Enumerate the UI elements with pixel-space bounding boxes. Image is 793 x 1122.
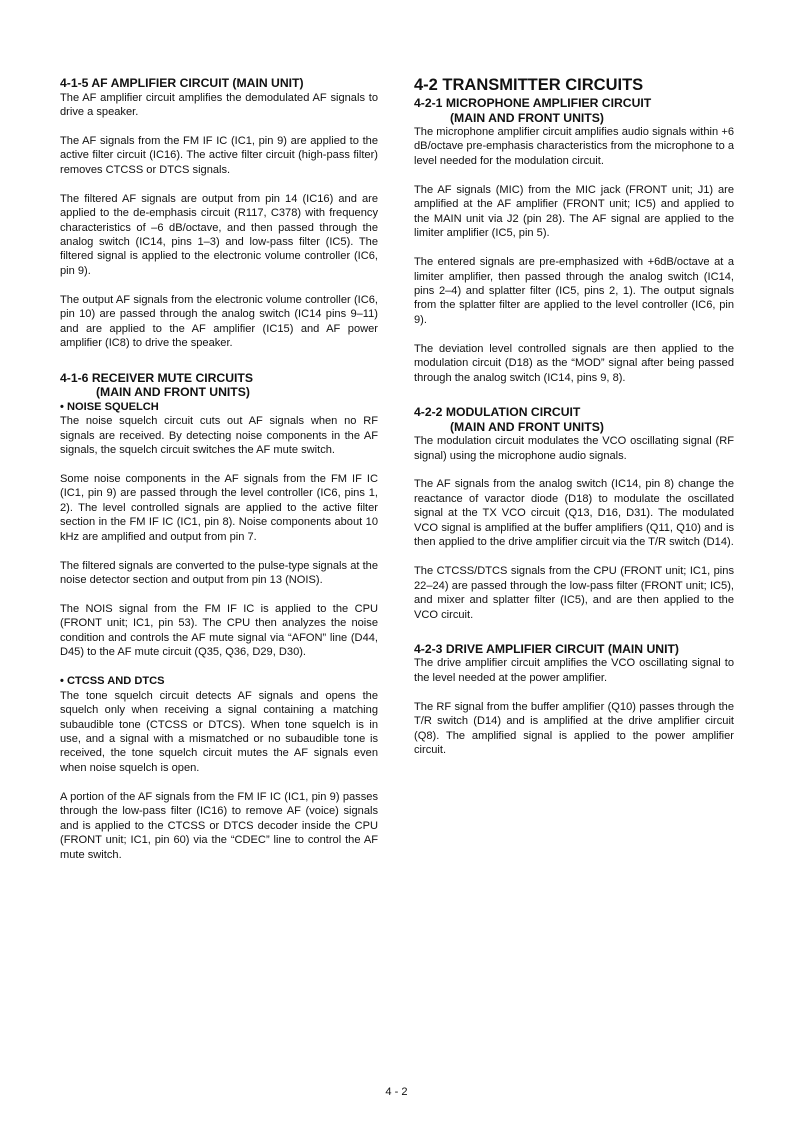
section-heading-main: 4-2-1 MICROPHONE AMPLIFIER CIRCUIT [414,96,652,110]
section-af-amplifier [60,76,378,351]
section-heading-sub: (MAIN AND FRONT UNITS) [96,385,250,400]
paragraph: The deviation level controlled signals are then applied to the modulation circuit (D18) as the “MOD” signal after being passed through the analog switch (IC14, pins 9, 8). [414,342,734,384]
subheading-ctcss-dtcs: • CTCSS AND DTCS [60,675,165,688]
section-heading-sub: (MAIN AND FRONT UNITS) [450,110,604,125]
paragraph: The microphone amplifier circuit amplifies audio signals within +6 dB/octave pre-emphasis characteristics from the microphone to a level needed for the modulation circuit. [414,126,735,167]
paragraph: The filtered AF signals are output from pin 14 (IC16) and are applied to the de-emphasis circuit (R117, C378) with frequency characteristics of –6 dB/octave, and then passed through the analog switch (IC14, pins 1–3) and low-pass filter (IC5). The filtered signal is applied to the electronic volume controller (IC6, pin 9). [60,192,378,277]
page-number: 4 - 2 [385,1086,408,1098]
paragraph: The AF signals from the analog switch (IC14, pin 8) change the reactance of varactor diode (D18) to modulate the oscillated signal at the TX VCO circuit (Q13, D16, D31). The modulated VCO signal is amplified at the buffer amplifiers (Q11, Q10) and is then applied to the drive amplifier circuit via the T/R switch (D14). [414,478,734,549]
paragraph: The output AF signals from the electronic volume controller (IC6, pin 10) are passed through the analog switch (IC14 pins 9–11) and are applied to the AF amplifier (IC15) and AF power amplifier (IC8) to drive the speaker. [60,293,378,350]
section-microphone-amplifier [414,96,734,385]
section-receiver-mute [60,371,378,862]
section-drive-amplifier [414,642,734,758]
subheading-noise-squelch: • NOISE SQUELCH [60,400,159,413]
paragraph: The AF signals (MIC) from the MIC jack (FRONT unit; J1) are amplified at the AF amplifier (FRONT unit; IC5) and applied to the MAIN unit via J2 (pin 28). The AF signal are applied to the limiter amplifier (IC5, pin 5). [414,183,734,240]
paragraph: The drive amplifier circuit amplifies the VCO oscillating signal to the level needed at the power amplifier. [414,657,734,684]
section-heading [414,96,734,125]
paragraph: The tone squelch circuit detects AF signals and opens the squelch only when receiving a signal containing a matching subaudible tone (CTCSS or DTCS). When tone squelch is in use, and a signal with a mismatched or no subaudible tone is received, the tone squelch circuit mutes the AF signals even when noise squelch is open. [60,689,378,774]
paragraph: A portion of the AF signals from the FM IF IC (IC1, pin 9) passes through the low-pass filter (IC16) to remove AF (voice) signals and is applied to the CTCSS or DTCS decoder inside the CPU (FRONT unit; IC1, pin 60) via the “CDEC” line to control the AF mute switch. [60,790,378,861]
section-heading-main: 4-2-2 MODULATION CIRCUIT [414,405,581,420]
paragraph: The NOIS signal from the FM IF IC is applied to the CPU (FRONT unit; IC1, pin 53). The CPU then analyzes the noise condition and controls the AF mute signal via “AFON” line (D44, D45) to the AF mute circuit (Q35, Q36, D29, D30). [60,602,378,659]
paragraph: The RF signal from the buffer amplifier (Q10) passes through the T/R switch (D14) and is amplified at the drive amplifier circuit (Q8). The amplified signal is applied to the power amplifier circuit. [414,700,734,757]
paragraph: The modulation circuit modulates the VCO oscillating signal (RF signal) using the microphone audio signals. [414,435,734,462]
left-column [60,76,378,880]
section-modulation [414,405,734,622]
paragraph: The AF signals from the FM IF IC (IC1, pin 9) are applied to the active filter circuit (IC16). The active filter circuit (high-pass filter) removes CTCSS or DTCS signals. [60,134,378,176]
section-heading-main: 4-1-6 RECEIVER MUTE CIRCUITS [60,370,253,385]
paragraph: The entered signals are pre-emphasized with +6dB/octave at a limiter amplifier, then passed through the analog switch (IC14, pins 2–4) and splatter filter (IC5, pins 2, 1). The output signals from the splatter filter are applied to the level controller (IC6, pin 9). [414,256,734,326]
paragraph: Some noise components in the AF signals from the FM IF IC (IC1, pin 9) are passed through the level controller (IC6, pins 1, 2). The level controlled signals are applied to the active filter section in the FM IF IC (IC1, pin 8). Noise components about 10 kHz are amplified and output from pin 7. [60,472,378,543]
section-heading-sub: (MAIN AND FRONT UNITS) [450,419,604,434]
section-heading [414,405,734,434]
section-heading [60,371,378,400]
paragraph: The filtered signals are converted to the pulse-type signals at the noise detector section and output from pin 13 (NOIS). [60,559,378,587]
paragraph: The AF amplifier circuit amplifies the demodulated AF signals to drive a speaker. [60,91,378,118]
right-column [414,76,734,776]
paragraph: The noise squelch circuit cuts out AF signals when no RF signals are received. By detecting noise components in the AF signals, the squelch circuit switches the AF mute switch. [60,415,378,456]
section-heading: 4-1-5 AF AMPLIFIER CIRCUIT (MAIN UNIT) [60,76,304,90]
section-heading: 4-2-3 DRIVE AMPLIFIER CIRCUIT (MAIN UNIT) [414,641,679,656]
chapter-title: 4-2 TRANSMITTER CIRCUITS [414,76,644,94]
paragraph: The CTCSS/DTCS signals from the CPU (FRONT unit; IC1, pins 22–24) are passed through the low-pass filter (FRONT unit; IC5), and mixer and splatter filter (IC5), and are then applied to the VCO circuit. [414,565,734,621]
